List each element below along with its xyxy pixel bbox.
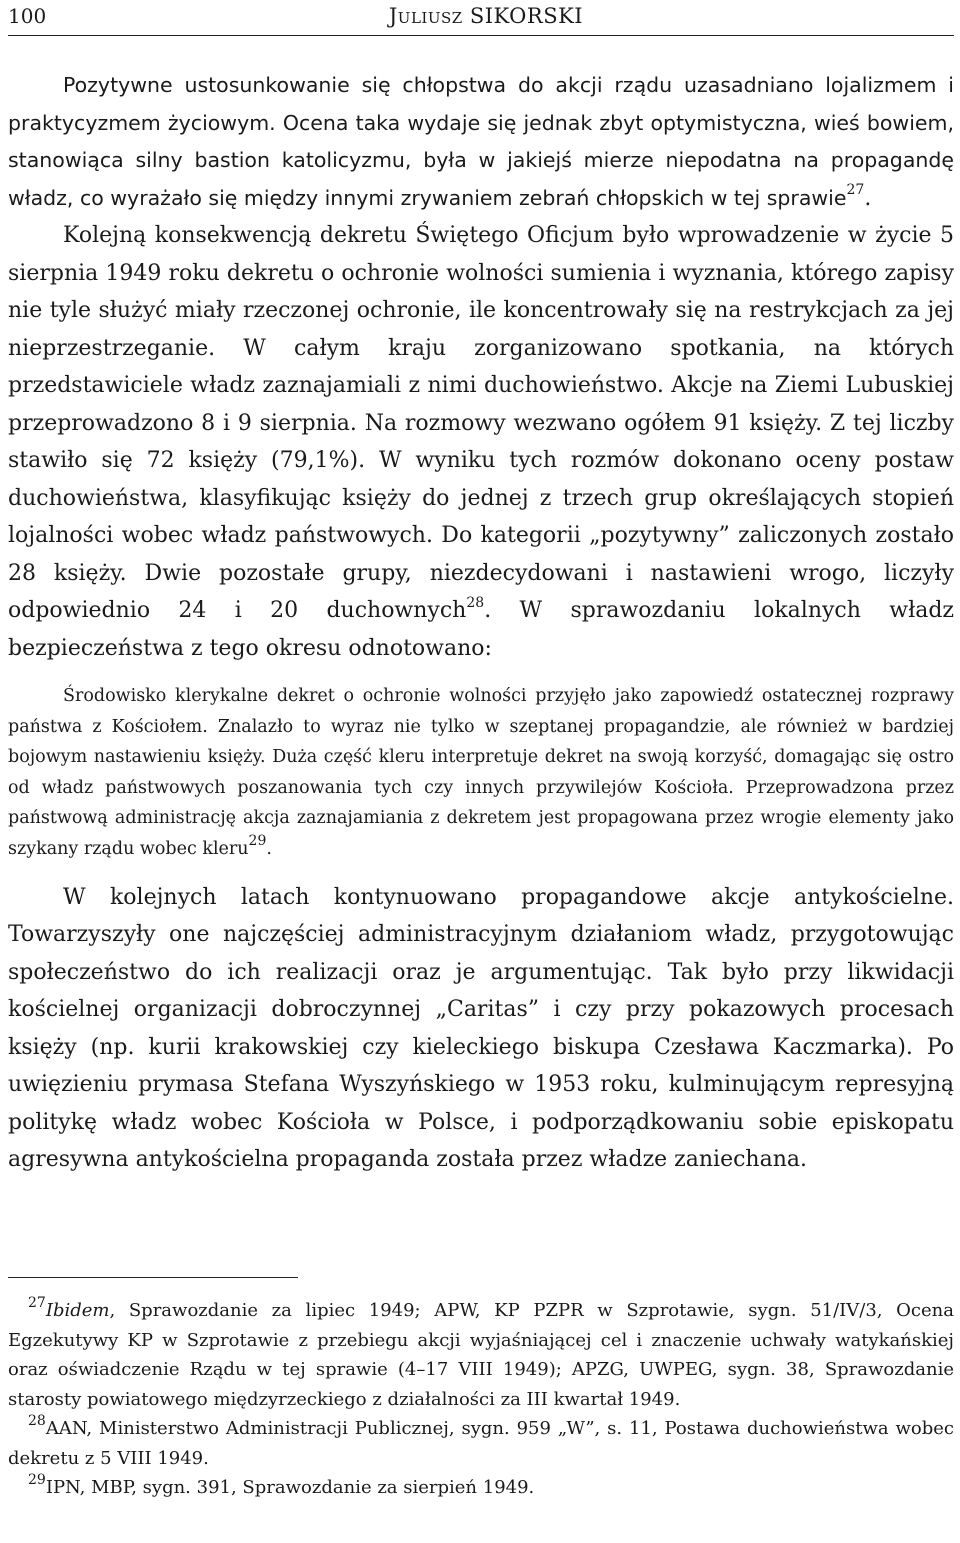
paragraph-3 [8,879,954,1179]
footnote-rule [8,1277,298,1278]
paragraph-1: Pozytywne ustosunkowanie się chłopstwa do akcji rządu uzasadniano lojalizmem i praktycyzmem życiowym. Ocena taka wydaje się jednak zbyt optymistyczna, wieś bowiem, stanowiąca silny bastion katolicyzmu, była w jakiejś mierze niepodatna na propagandę władz, co wyrażało się między innymi zrywaniem zebrań chłopskich w tej sprawie$^{27}$. [8,73,954,211]
main-text [8,67,954,1179]
paragraph-2 [8,217,954,667]
footnotes [8,1296,954,1503]
paragraph-2-text-b: . W sprawozdaniu lokalnych władz bezpieczeństwa z tego okresu odnotowano: [8,598,954,661]
header-rule [8,35,954,36]
footnote-ref-28: 28 [466,594,485,611]
paragraph-2-text-a: Kolejną konsekwencją dekretu Świętego Oficjum było wprowadzenie w życie 5 sierpnia 1949 roku dekretu o ochronie wolności sumienia i wyznania, którego zapisy nie tyle służyć miały rzeczonej ochronie, ile koncentrowały się na restrykcjach za jej nieprzestrzeganie. W całym kraju zorganizowano spotkania, na których przedstawiciele władz zaznajamiali z nimi duchowieństwo. Akcje na Ziemi Lubuskiej przeprowadzono 8 i 9 sierpnia. Na rozmowy wezwano ogółem 91 księży. Z tej liczby stawiło się 72 księży (79,1%). W wyniku tych rozmów dokonano oceny postaw duchowieństwa, klasyfikując księży do jednej z trzech grup określających stopień lojalności wobec władz państwowych. Do kategorii „pozytywny” zaliczonych zostało 28 księży. Dwie pozostałe grupy, niezdecydowani i nastawieni wrogo, liczyły odpowiednio 24 i 20 duchownych [8,223,954,623]
quote-text: Środowisko klerykalne dekret o ochronie wolności przyjęło jako zapowiedź ostatecznej rozprawy państwa z Kościołem. Znalazło to wyraz nie tylko w szeptanej propagandzie, ale również w bardziej bojowym nastawieniu księży. Duża część kleru interpretuje dekret na swoją korzyść, domagając się ostro od władz państwowych poszanowania tych czy innych przywilejów Kościoła. Przeprowadzona przez państwową administrację akcja zaznajamiania z dekretem jest propagowana przez wrogie elementy jako szykany rządu wobec kleru [8,686,954,859]
footnote-number: 27 [28,1295,46,1311]
running-header [8,0,954,28]
paragraph-1-text: Pozytywne ustosunkowanie się chłopstwa do akcji rządu uzasadniano lojalizmem i praktycyzmem życiowym. Ocena taka wydaje się jednak zbyt optymistyczna, wieś bowiem, stanowiąca silny bastion katolicyzmu, była w jakiejś mierze niepodatna na propagandę władz, co wyrażało się między innymi zrywaniem zebrań chłopskich w tej sprawie [8,73,954,210]
footnote-number: 29 [28,1472,46,1488]
footnote-29 [8,1473,954,1503]
footnote-italic: Ibidem [45,1300,110,1321]
page-number: 100 [8,4,47,28]
quote-paragraph [8,681,954,865]
block-quote [8,681,954,865]
footnote-text: AAN, Ministerstwo Administracji Publicznej, sygn. 959 „W”, s. 11, Postawa duchowieństwa wobec dekretu z 5 VIII 1949. [8,1418,954,1469]
footnote-ref-29: 29 [248,833,267,850]
footnote-number: 28 [28,1413,46,1429]
author-last-name: SIKORSKI [469,4,584,28]
footnote-ref-27: 27 [846,182,865,199]
paragraph-3-text: W kolejnych latach kontynuowano propagandowe akcje antykościelne. Towarzyszyły one najczęściej administracyjnym działaniom władz, przygotowując społeczeństwo do ich realizacji oraz je argumentując. Tak było przy likwidacji kościelnej organizacji dobroczynnej „Caritas” i czy przy pokazowych procesach księży (np. kurii krakowskiej czy kieleckiego biskupa Czesława Kaczmarka). Po uwięzieniu prymasa Stefana Wyszyńskiego w 1953 roku, kulminującym represyjną politykę władz wobec Kościoła w Polsce, i podporządkowaniu sobie episkopatu agresywna antykościelna propaganda została przez władze zaniechana. [8,884,954,1173]
running-head-author [78,4,894,28]
footnote-text: , Sprawozdanie za lipiec 1949; APW, KP PZPR w Szprotawie, sygn. 51/IV/3, Ocena Egzekutywy KP w Szprotawie z przebiegu akcji wyjaśniającej cel i znaczenie uchwały watykańskiej oraz oświadczenie Rządu w tej sprawie (4–17 VIII 1949); APZG, UWPEG, sygn. 38, Sprawozdanie starosty powiatowego międzyrzeckiego z działalności za III kwartał 1949. [8,1300,954,1410]
footnote-28 [8,1414,954,1473]
footnote-text: IPN, MBP, sygn. 391, Sprawozdanie za sierpień 1949. [45,1477,535,1498]
footnote-27 [8,1296,954,1414]
author-first-name: Juliusz [388,4,463,28]
quote-end: . [266,838,272,859]
